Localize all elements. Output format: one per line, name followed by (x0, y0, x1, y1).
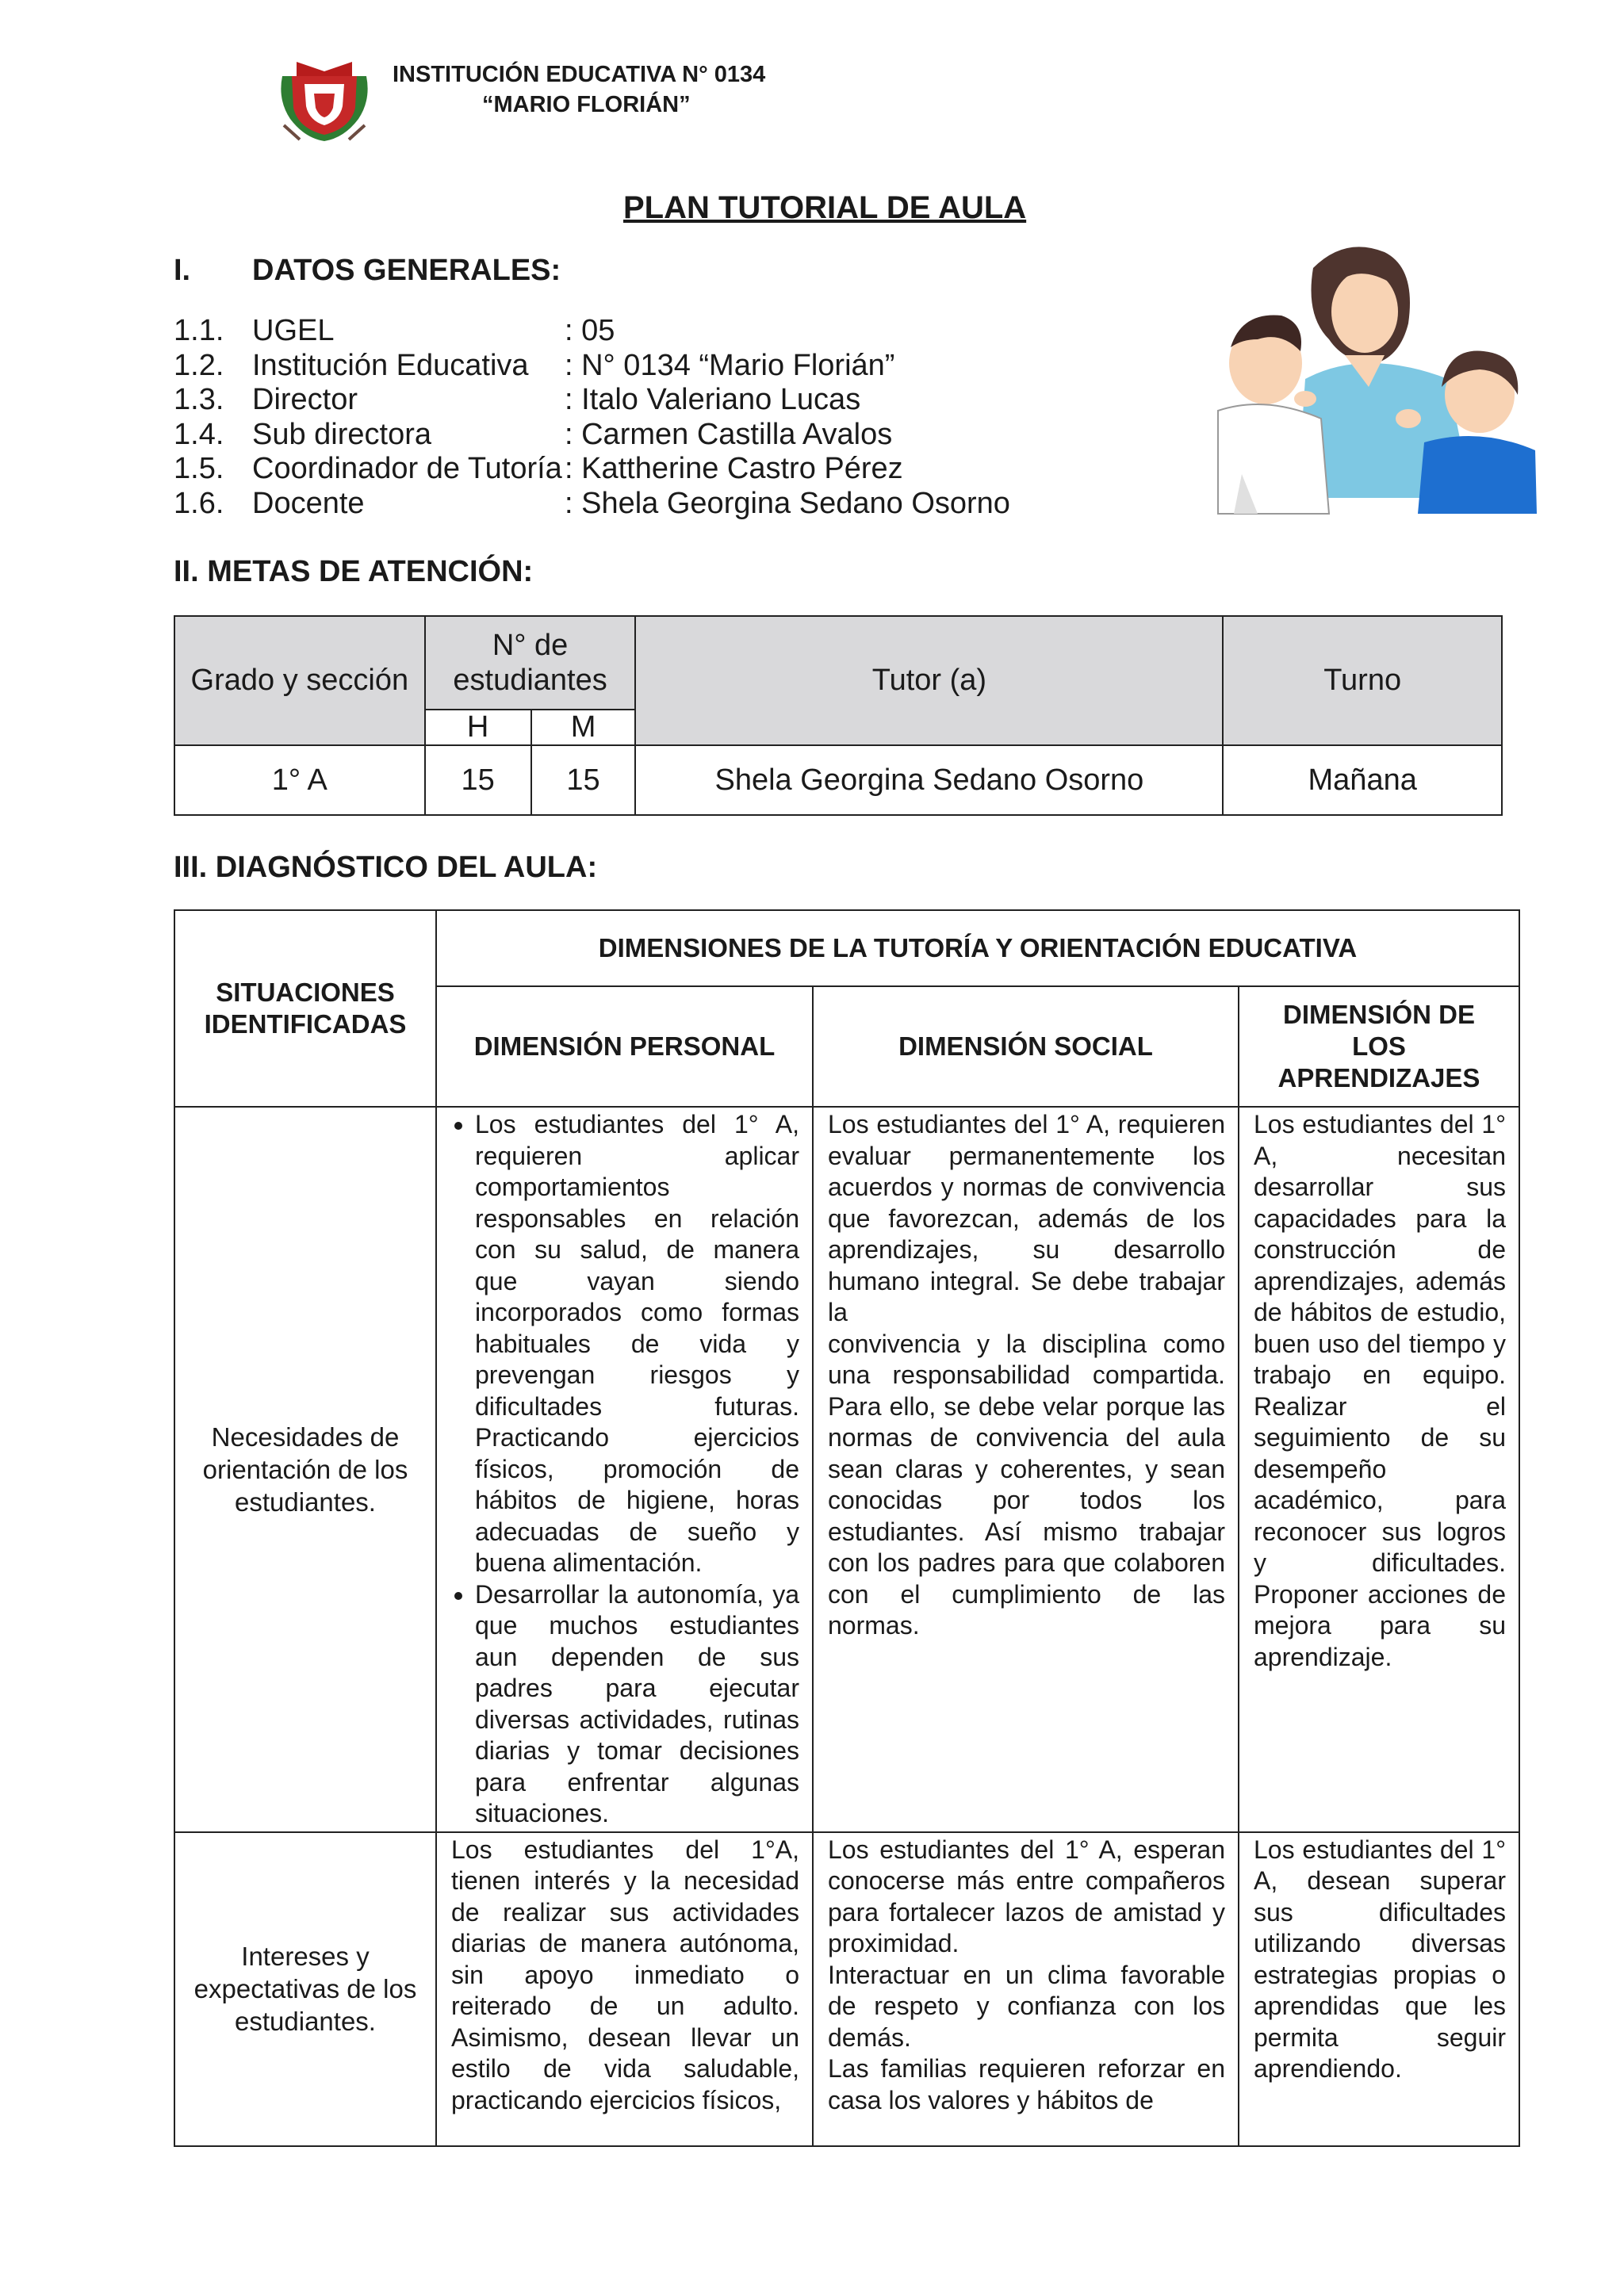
school-crest-logo (273, 52, 376, 144)
list-item: • Los estudiantes del 1° A, requieren aplicar comportamientos responsables en relación con su salud, de manera que vayan siendo incorporados como formas habituales de vida y prevengan riesgos y dificultades futuras. Practicando ejercicios físicos, promoción de hábitos de higiene, horas adecuadas de sueño y buena alimentación. (475, 1109, 799, 1579)
page-title: PLAN TUTORIAL DE AULA (623, 190, 1027, 225)
row-value: : Italo Valeriano Lucas (565, 383, 861, 416)
row-value: : Carmen Castilla Avalos (565, 418, 893, 451)
row-number: 1.1. (174, 314, 224, 347)
row-label: Director (252, 383, 358, 416)
header-shift: Turno (1223, 616, 1502, 745)
row-number: 1.6. (174, 487, 224, 520)
row-number: 1.2. (174, 349, 224, 382)
paragraph: convivencia y la disciplina como una responsabilidad compartida. Para ello, se debe velar porque las normas de convivencia del aula sean claras y coherentes, y sean conocidas por todos los estudiantes. Así mismo trabajar con los padres para que colaboren con el cumplimiento de las normas. (828, 1329, 1225, 1640)
row-value: : N° 0134 “Mario Florián” (565, 349, 895, 382)
paragraph: Los estudiantes del 1° A, esperan conocerse más entre compañeros para fortalecer lazos de amistad y proximidad. (828, 1835, 1225, 1957)
tutor-value: Shela Georgina Sedano Osorno (635, 745, 1223, 815)
section-title-general-data: DATOS GENERALES: (252, 254, 561, 287)
m-value: 15 (531, 745, 636, 815)
row-label: Institución Educativa (252, 349, 529, 382)
row-label-interests: Intereses y expectativas de los estudiantes. (174, 1832, 436, 2146)
h-value: 15 (425, 745, 531, 815)
row-value: : 05 (565, 314, 615, 347)
row-number: 1.4. (174, 418, 224, 451)
header-grade: Grado y sección (174, 616, 425, 745)
row-label: Coordinador de Tutoría (252, 452, 562, 485)
paragraph: Las familias requieren reforzar en casa los valores y hábitos de (828, 2054, 1225, 2114)
section-title-diagnostico: III. DIAGNÓSTICO DEL AULA: (174, 851, 598, 884)
shift-value: Mañana (1223, 745, 1502, 815)
paragraph: Los estudiantes del 1° A, desean superar sus dificultades utilizando diversas estrategias propias o aprendidas que les permita seguir aprendiendo. (1254, 1835, 1506, 2083)
institution-subname: “MARIO FLORIÁN” (482, 92, 691, 117)
interests-personal (436, 1832, 813, 2146)
header-personal: DIMENSIÓN PERSONAL (436, 986, 813, 1107)
section-title-metas: II. METAS DE ATENCIÓN: (174, 555, 534, 588)
paragraph: Los estudiantes del 1° A, necesitan desarrollar sus capacidades para la construcción de aprendizajes, además de hábitos de estudio, buen uso del tiempo y trabajo en equipo. Realizar el seguimiento de su desempeño académico, para reconocer sus logros y dificultades. Proponer acciones de mejora para su aprendizaje. (1254, 1110, 1506, 1671)
institution-name: INSTITUCIÓN EDUCATIVA N° 0134 (393, 62, 766, 87)
paragraph: Los estudiantes del 1° A, requieren evaluar permanentemente los acuerdos y normas de convivencia que favorezcan, además de los aprendizajes, su desarrollo humano integral. Se debe trabajar la (828, 1110, 1225, 1326)
header-tutor: Tutor (a) (635, 616, 1223, 745)
list-item: • Desarrollar la autonomía, ya que muchos estudiantes aun dependen de sus padres para ejecutar diversas actividades, rutinas diarias y tomar decisiones para enfrentar algunas situaciones. (475, 1579, 799, 1830)
row-value: : Kattherine Castro Pérez (565, 452, 903, 485)
needs-learning (1239, 1107, 1519, 1832)
interests-social (813, 1832, 1239, 2146)
paragraph: Interactuar en un clima favorable de respeto y confianza con los demás. (828, 1960, 1225, 2052)
needs-personal (436, 1107, 813, 1832)
needs-social (813, 1107, 1239, 1832)
row-number: 1.5. (174, 452, 224, 485)
row-value: : Shela Georgina Sedano Osorno (565, 487, 1010, 520)
paragraph: Los estudiantes del 1°A, tienen interés y la necesidad de realizar sus actividades diarias de manera autónoma, sin apoyo inmediato o reiterado de un adulto. Asimismo, desean llevar un estilo de vida saludable, practicando ejercicios físicos, (451, 1835, 799, 2114)
section-number: I. (174, 254, 191, 287)
interests-learning (1239, 1832, 1519, 2146)
row-label: Sub directora (252, 418, 432, 451)
row-number: 1.3. (174, 383, 224, 416)
diagnostico-table (174, 909, 1520, 2147)
teacher-students-illustration (1210, 236, 1543, 522)
row-label-needs: Necesidades de orientación de los estudiantes. (174, 1107, 436, 1832)
header-learning: DIMENSIÓN DE LOS APRENDIZAJES (1239, 986, 1519, 1107)
header-social: DIMENSIÓN SOCIAL (813, 986, 1239, 1107)
header-students: N° de estudiantes (425, 616, 636, 710)
header-situations: SITUACIONES IDENTIFICADAS (174, 910, 436, 1107)
row-label: UGEL (252, 314, 335, 347)
row-label: Docente (252, 487, 365, 520)
header-m: M (531, 710, 636, 745)
header-dimensions: DIMENSIONES DE LA TUTORÍA Y ORIENTACIÓN EDUCATIVA (436, 910, 1519, 986)
grade-value: 1° A (174, 745, 425, 815)
header-h: H (425, 710, 531, 745)
metas-table (174, 615, 1503, 816)
